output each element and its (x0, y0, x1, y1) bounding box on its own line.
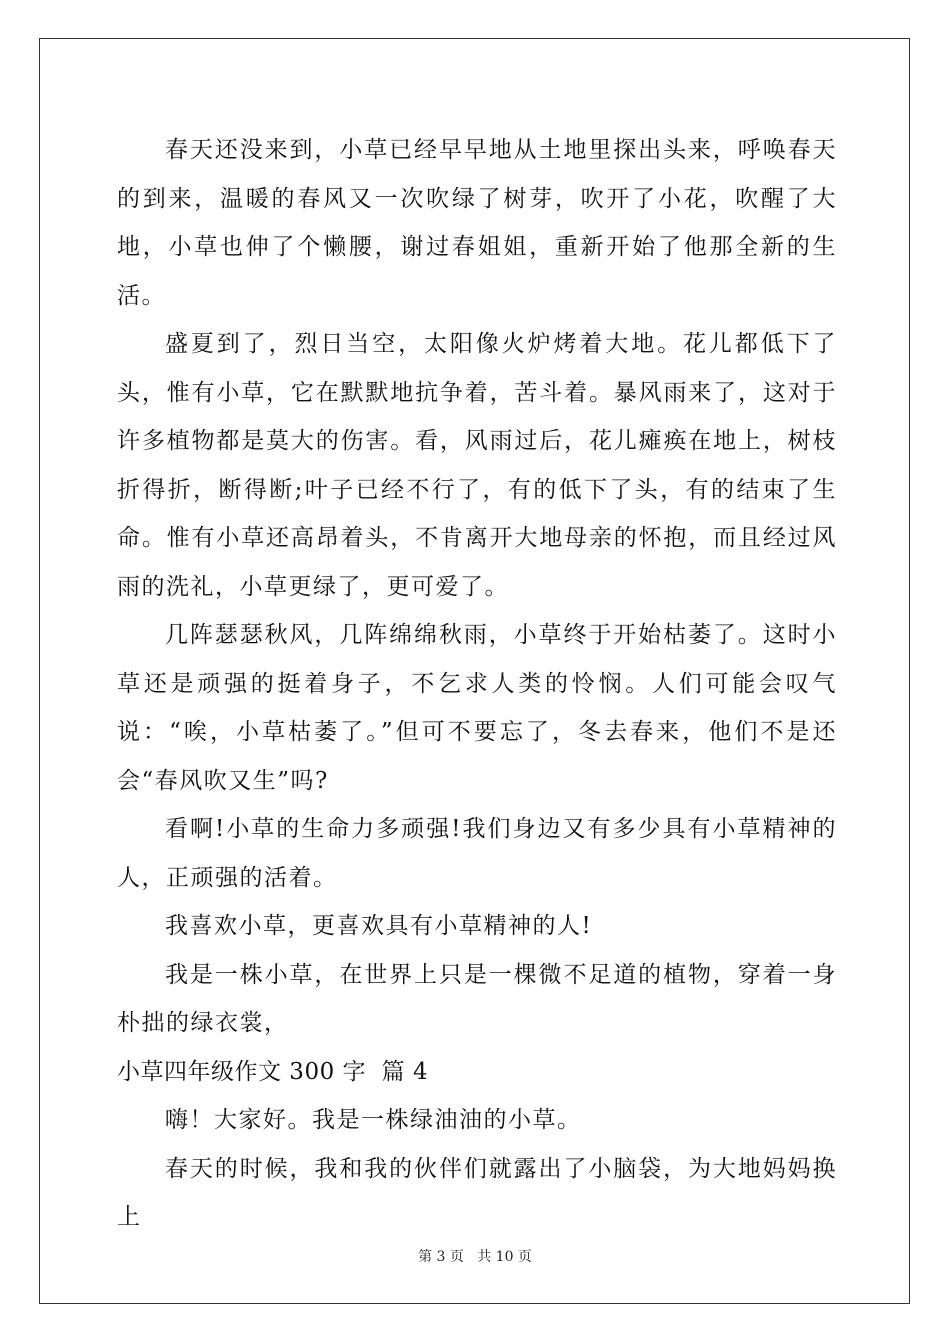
section-paragraph-2: 春天的时候，我和我的伙伴们就露出了小脑袋，为大地妈妈换上 (117, 1155, 837, 1230)
paragraph-3: 几阵瑟瑟秋风，几阵绵绵秋雨，小草终于开始枯萎了。这时小草还是顽强的挺着身子，不乞求人类的怜悯。人们可能会叹气说：“唉，小草枯萎了。”但可不要忘了，冬去春来，他们不是还会“春风吹又生”吗? (117, 622, 837, 794)
section-title: 小草四年级作文 300 字 篇 4 (117, 1058, 429, 1085)
section-paragraph-1: 嗨！大家好。我是一株绿油油的小草。 (165, 1107, 582, 1133)
document-body (117, 126, 837, 1242)
paragraph-1: 春天还没来到，小草已经早早地从土地里探出头来，呼唤春天的到来，温暖的春风又一次吹绿了树芽，吹开了小花，吹醒了大地，小草也伸了个懒腰，谢过春姐姐，重新开始了他那全新的生活。 (117, 137, 837, 309)
paragraph-2: 盛夏到了，烈日当空，太阳像火炉烤着大地。花儿都低下了头，惟有小草，它在默默地抗争着，苦斗着。暴风雨来了，这对于许多植物都是莫大的伤害。看，风雨过后，花儿瘫痪在地上，树枝折得折，断得断;叶子已经不行了，有的低下了头，有的结束了生命。惟有小草还高昂着头，不肯离开大地母亲的怀抱，而且经过风雨的洗礼，小草更绿了，更可爱了。 (117, 331, 837, 600)
paragraph-6: 我是一株小草，在世界上只是一棵微不足道的植物，穿着一身朴拙的绿衣裳， (117, 961, 837, 1036)
page-number-footer: 第 3 页 共 10 页 (418, 1249, 532, 1265)
paragraph-4: 看啊!小草的生命力多顽强!我们身边又有多少具有小草精神的人，正顽强的活着。 (117, 816, 837, 891)
paragraph-5: 我喜欢小草，更喜欢具有小草精神的人! (165, 913, 593, 939)
